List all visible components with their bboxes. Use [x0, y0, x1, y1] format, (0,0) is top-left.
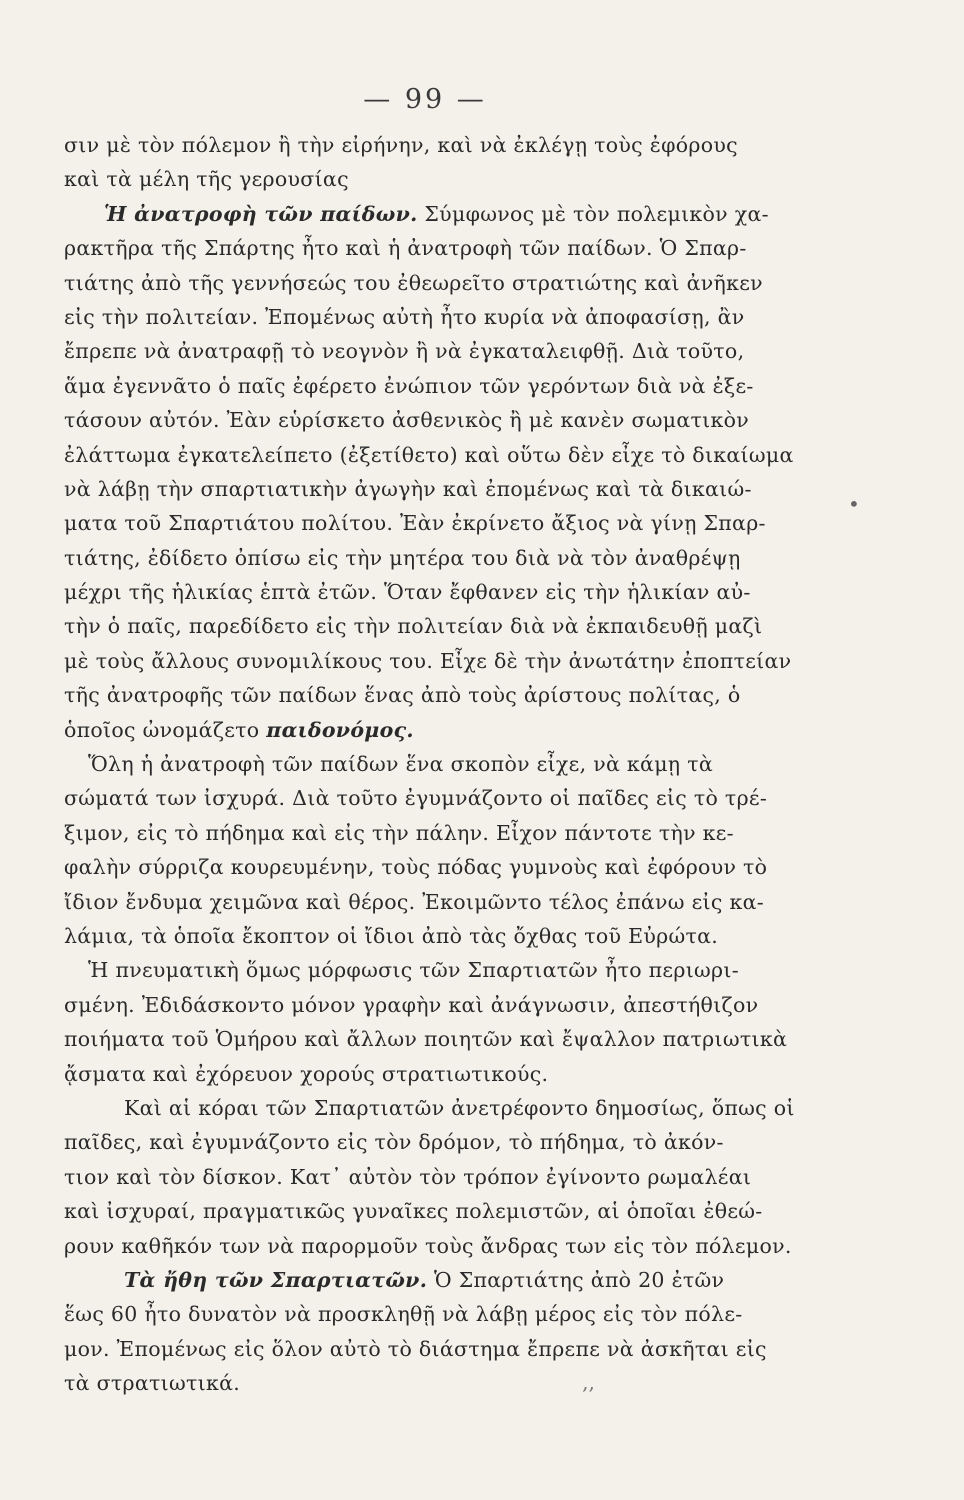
text-line: [64, 1125, 844, 1159]
text-line: [64, 334, 844, 368]
text-line: [64, 953, 844, 987]
text-line: [64, 1263, 844, 1297]
line-text: τιάτης ἀπὸ τῆς γεννήσεώς του ἐθεωρεῖτο στρατιώτης καὶ ἀνῆκεν: [64, 270, 763, 295]
text-line: [64, 300, 844, 334]
line-text: Ὁ Σπαρτιάτης ἀπὸ 20 ἐτῶν: [433, 1267, 725, 1292]
line-text: τάσουν αὐτόν. Ἐὰν εὑρίσκετο ἀσθενικὸς ἢ μὲ κανὲν σωματικὸν: [64, 408, 750, 433]
line-text: ρακτῆρα τῆς Σπάρτης ἦτο καὶ ἡ ἀνατροφὴ τῶν παίδων. Ὁ Σπαρ-: [64, 236, 747, 261]
stray-quote-mark: ‚‚: [582, 1370, 595, 1394]
text-line: [64, 1194, 844, 1228]
text-line: [64, 541, 844, 575]
text-line: [64, 266, 844, 300]
line-text: ἴδιον ἔνδυμα χειμῶνα καὶ θέρος. Ἐκοιμῶντο τέλος ἐπάνω εἰς κα-: [64, 889, 764, 914]
text-line: [64, 506, 844, 540]
text-line: [64, 1229, 844, 1263]
line-text: σώματά των ἰσχυρά. Διὰ τοῦτο ἐγυμνάζοντο οἱ παῖδες εἰς τὸ τρέ-: [64, 786, 768, 811]
line-text: λάμια, τὰ ὁποῖα ἔκοπτον οἱ ἴδιοι ἀπὸ τὰς ὄχθας τοῦ Εὐρώτα.: [64, 923, 719, 948]
text-line: [64, 128, 844, 162]
text-line: [64, 472, 844, 506]
text-line: [64, 678, 844, 712]
line-text: ὁποῖος ὠνομάζετο: [64, 717, 260, 742]
line-text: παῖδες, καὶ ἐγυμνάζοντο εἰς τὸν δρόμον, τὸ πήδημα, τὸ ἀκόν-: [64, 1130, 724, 1155]
line-text: ματα τοῦ Σπαρτιάτου πολίτου. Ἐὰν ἐκρίνετο ἄξιος νὰ γίνῃ Σπαρ-: [64, 511, 766, 536]
line-text: ἅμα ἐγεννᾶτο ὁ παῖς ἐφέρετο ἐνώπιον τῶν γερόντων διὰ νὰ ἐξε-: [64, 373, 754, 398]
line-text: καὶ τὰ μέλη τῆς γερουσίας: [64, 167, 349, 192]
text-line: [64, 197, 844, 231]
text-line: [64, 403, 844, 437]
line-text: ξιμον, εἰς τὸ πήδημα καὶ εἰς τὴν πάλην. Εἶχον πάντοτε τὴν κε-: [64, 820, 734, 845]
line-text: ρουν καθῆκόν των νὰ παρορμοῦν τοὺς ἄνδρας των εἰς τὸν πόλεμον.: [64, 1233, 792, 1258]
line-text: ποιήματα τοῦ Ὁμήρου καὶ ἄλλων ποιητῶν καὶ ἔψαλλον πατριωτικὰ: [64, 1027, 788, 1052]
line-text: φαλὴν σύρριζα κουρευμένην, τοὺς πόδας γυμνοὺς καὶ ἐφόρουν τὸ: [64, 855, 768, 880]
line-text: ᾄσματα καὶ ἐχόρευον χορούς στρατιωτικούς.: [64, 1061, 549, 1086]
text-line: [64, 713, 844, 747]
line-text: μὲ τοὺς ἄλλους συνομιλίκους του. Εἶχε δὲ τὴν ἀνωτάτην ἐποπτείαν: [64, 648, 792, 673]
line-text: ἕως 60 ἦτο δυνατὸν νὰ προσκληθῇ νὰ λάβῃ μέρος εἰς τὸν πόλε-: [64, 1302, 743, 1327]
section-heading: Ἡ ἀνατροφὴ τῶν παίδων.: [104, 201, 418, 226]
text-line: [64, 1297, 844, 1331]
margin-dot-mark: •: [848, 492, 860, 516]
body-text: [64, 128, 844, 1400]
line-text: μον. Ἐπομένως εἰς ὅλον αὐτὸ τὸ διάστημα ἔπρεπε νὰ ἀσκῆται εἰς: [64, 1336, 767, 1361]
line-text: νὰ λάβῃ τὴν σπαρτιατικὴν ἀγωγὴν καὶ ἐπομένως καὶ τὰ δικαιώ-: [64, 476, 752, 501]
line-text: τὴν ὁ παῖς, παρεδίδετο εἰς τὴν πολιτείαν διὰ νὰ ἐκπαιδευθῇ μαζὶ: [64, 614, 763, 639]
text-line: [64, 162, 844, 196]
section-heading: Τὰ ἤθη τῶν Σπαρτιατῶν.: [124, 1267, 428, 1292]
text-line: [64, 1022, 844, 1056]
text-line: [64, 816, 844, 850]
text-line: [64, 231, 844, 265]
text-line: [64, 1057, 844, 1091]
line-text: ἔπρεπε νὰ ἀνατραφῇ τὸ νεογνὸν ἢ νὰ ἐγκαταλειφθῇ. Διὰ τοῦτο,: [64, 339, 745, 364]
line-text: καὶ ἰσχυραί, πραγματικῶς γυναῖκες πολεμιστῶν, αἱ ὁποῖαι ἐθεώ-: [64, 1199, 763, 1224]
text-line: [64, 1160, 844, 1194]
line-text: εἰς τὴν πολιτείαν. Ἐπομένως αὐτὴ ἦτο κυρία νὰ ἀποφασίσῃ, ἂν: [64, 304, 745, 329]
line-text: τιον καὶ τὸν δίσκον. Κατ᾽ αὐτὸν τὸν τρόπον ἐγίνοντο ρωμαλέαι: [64, 1164, 752, 1189]
text-line: [64, 885, 844, 919]
page-number: — 99 —: [363, 84, 487, 115]
line-text: μέχρι τῆς ἡλικίας ἑπτὰ ἐτῶν. Ὅταν ἔφθανεν εἰς τὴν ἡλικίαν αὐ-: [64, 580, 751, 605]
text-line: [64, 438, 844, 472]
text-line: [64, 575, 844, 609]
text-line: [64, 850, 844, 884]
text-line: [64, 1091, 844, 1125]
text-line: [64, 369, 844, 403]
text-line: [64, 988, 844, 1022]
line-text: σιν μὲ τὸν πόλεμον ἢ τὴν εἰρήνην, καὶ νὰ ἐκλέγῃ τοὺς ἐφόρους: [64, 133, 738, 157]
line-text: τιάτης, ἐδίδετο ὀπίσω εἰς τὴν μητέρα του διὰ νὰ τὸν ἀναθρέψῃ: [64, 545, 741, 570]
line-text: Ὅλη ἡ ἀνατροφὴ τῶν παίδων ἕνα σκοπὸν εἶχε, νὰ κάμῃ τὰ: [88, 752, 713, 777]
line-text: ἐλάττωμα ἐγκατελείπετο (ἐξετίθετο) καὶ οὕτω δὲν εἶχε τὸ δικαίωμα: [64, 442, 794, 467]
line-text: σμένη. Ἐδιδάσκοντο μόνον γραφὴν καὶ ἀνάγνωσιν, ἀπεστήθιζον: [64, 992, 759, 1017]
line-text: τῆς ἀνατροφῆς τῶν παίδων ἕνας ἀπὸ τοὺς ἀρίστους πολίτας, ὁ: [64, 683, 741, 708]
line-text: Σύμφωνος μὲ τὸν πολεμικὸν χα-: [424, 201, 769, 226]
text-line: [64, 747, 844, 781]
text-line: [64, 609, 844, 643]
text-line: [64, 1366, 844, 1400]
line-text: τὰ στρατιωτικά.: [64, 1371, 241, 1396]
text-line: [64, 1332, 844, 1366]
line-text: Καὶ αἱ κόραι τῶν Σπαρτιατῶν ἀνετρέφοντο δημοσίως, ὅπως οἱ: [124, 1095, 795, 1120]
text-line: [64, 919, 844, 953]
text-line: [64, 781, 844, 815]
line-text: Ἡ πνευματικὴ ὅμως μόρφωσις τῶν Σπαρτιατῶν ἦτο περιωρι-: [88, 958, 739, 983]
text-line: [64, 644, 844, 678]
emphasized-term: παιδονόμος.: [266, 717, 414, 742]
